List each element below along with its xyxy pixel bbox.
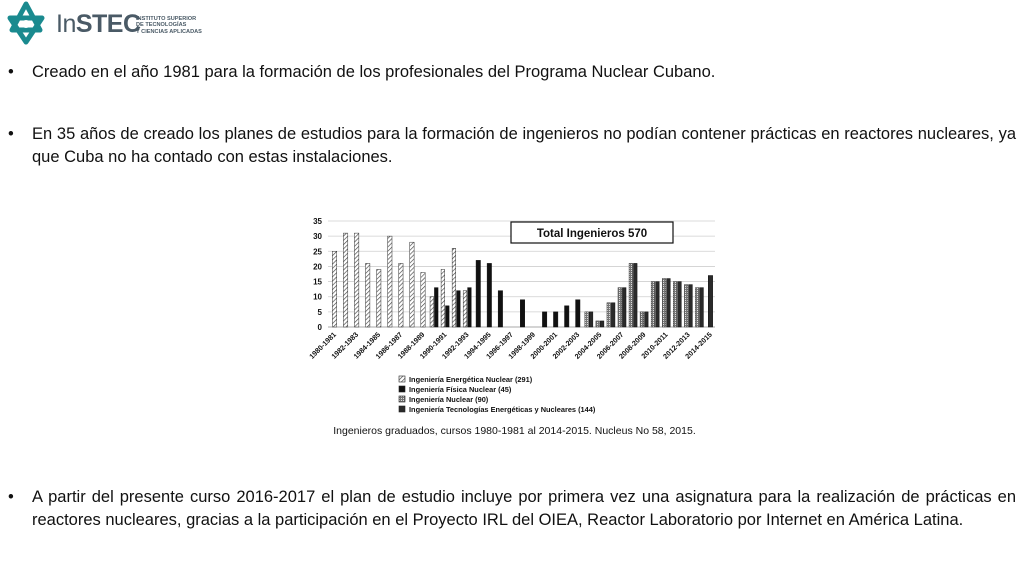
bar-2013-2014	[695, 288, 699, 327]
legend-swatch	[399, 386, 405, 392]
bar-2007-2008	[629, 263, 633, 327]
bar-1997-1998	[520, 300, 524, 327]
bar-2012-2013	[684, 285, 688, 327]
logo-subtitle: INSTITUTO SUPERIOR DE TECNOLOGÍAS Y CIENCIAS APLICADAS	[136, 16, 202, 35]
x-tick-label: 2008-2009	[616, 330, 648, 361]
bullet-symbol: •	[8, 488, 14, 506]
chart-title: Total Ingenieros 570	[536, 228, 648, 240]
x-tick-label: 2004-2005	[572, 330, 604, 361]
legend-label: Ingeniería Física Nuclear (45)	[409, 385, 512, 394]
x-tick-label: 1980-1981	[307, 330, 338, 361]
bar-2004-2005	[596, 321, 600, 327]
bar-1981-1982	[343, 233, 347, 327]
y-tick-label: 30	[313, 232, 322, 242]
bar-chart	[295, 212, 725, 426]
bar-2004-2005	[600, 321, 604, 327]
bar-2009-2010	[656, 282, 660, 327]
bar-1992-1993	[463, 291, 467, 327]
bar-2005-2006	[607, 303, 611, 327]
bar-1985-1986	[388, 236, 392, 327]
x-tick-label: 2012-2013	[661, 330, 692, 361]
y-tick-label: 35	[313, 217, 322, 226]
bar-2008-2009	[645, 312, 649, 327]
y-tick-label: 15	[313, 277, 322, 287]
bullet-text: En 35 años de creado los planes de estudios para la formación de ingenieros no podían contener prácticas en reactores nucleares, ya que Cuba no ha contado con estas instalaciones.	[32, 125, 1016, 166]
bar-2011-2012	[673, 282, 677, 327]
bar-1988-1989	[421, 272, 425, 327]
bar-2009-2010	[651, 282, 655, 327]
bar-1993-1994	[476, 260, 480, 327]
bar-1989-1990	[434, 288, 438, 327]
instec-atom-icon	[2, 0, 50, 46]
bar-1991-1992	[452, 248, 456, 327]
instec-logo	[0, 0, 210, 48]
x-tick-label: 1996-1997	[484, 330, 515, 361]
legend-swatch	[399, 406, 405, 412]
bar-2008-2009	[640, 312, 644, 327]
logo-wordmark: InSTEC	[56, 10, 141, 38]
y-tick-label: 5	[317, 307, 322, 317]
bar-2001-2002	[565, 306, 569, 327]
bar-2012-2013	[689, 285, 693, 327]
legend-label: Ingeniería Energética Nuclear (291)	[409, 375, 533, 384]
legend-label: Ingeniería Tecnologías Energéticas y Nucleares (144)	[409, 405, 596, 414]
bar-2014-2015	[708, 276, 712, 327]
bar-1987-1988	[410, 242, 414, 327]
bar-2003-2004	[585, 312, 589, 327]
bar-2013-2014	[700, 288, 704, 327]
bullet-symbol: •	[8, 63, 14, 81]
bar-2005-2006	[611, 303, 615, 327]
x-tick-label: 1982-1983	[329, 330, 361, 361]
bar-2010-2011	[667, 279, 671, 327]
bullet-text: A partir del presente curso 2016-2017 el plan de estudio incluye por primera vez una asignatura para la realización de prácticas en reactores nucleares, gracias a la participación en el Proyecto IRL del OIEA, Reactor Laboratorio por Internet en América Latina.	[32, 488, 1016, 529]
x-tick-label: 2002-2003	[550, 330, 582, 361]
y-tick-label: 25	[313, 247, 322, 257]
bar-1992-1993	[468, 288, 472, 327]
bullet-text: Creado en el año 1981 para la formación de los profesionales del Programa Nuclear Cubano.	[32, 63, 716, 81]
graduates-chart	[295, 212, 725, 426]
bar-1980-1981	[332, 251, 336, 327]
x-tick-label: 2014-2015	[683, 330, 714, 361]
x-tick-label: 2006-2007	[594, 330, 626, 361]
bar-1990-1991	[441, 269, 445, 327]
x-tick-label: 2010-2011	[639, 330, 670, 361]
bar-1991-1992	[457, 291, 461, 327]
x-tick-label: 1992-1993	[439, 330, 471, 361]
bar-2006-2007	[618, 288, 622, 327]
y-tick-label: 20	[313, 262, 322, 272]
x-tick-label: 1994-1995	[462, 330, 493, 361]
bar-2010-2011	[662, 279, 666, 327]
bullet-symbol: •	[8, 125, 14, 143]
chart-caption: Ingenieros graduados, cursos 1980-1981 al 2014-2015. Nucleus No 58, 2015.	[333, 425, 696, 437]
bar-1995-1996	[498, 291, 502, 327]
bar-1999-2000	[542, 312, 546, 327]
bar-2006-2007	[622, 288, 626, 327]
bar-1990-1991	[446, 306, 450, 327]
x-tick-label: 1998-1999	[506, 330, 537, 361]
bar-1982-1983	[354, 233, 358, 327]
x-tick-label: 2000-2001	[528, 330, 560, 361]
x-tick-label: 1988-1989	[395, 330, 427, 361]
x-tick-label: 1984-1985	[351, 330, 383, 361]
bar-1983-1984	[366, 263, 370, 327]
bar-2003-2004	[589, 312, 593, 327]
x-tick-label: 1986-1987	[373, 330, 405, 361]
legend-label: Ingeniería Nuclear (90)	[409, 395, 489, 404]
y-tick-label: 0	[317, 323, 322, 332]
bar-1994-1995	[487, 263, 491, 327]
bar-1984-1985	[377, 269, 381, 327]
bar-2000-2001	[553, 312, 557, 327]
x-tick-label: 1990-1991	[417, 330, 449, 361]
bar-2002-2003	[576, 300, 580, 327]
y-tick-label: 10	[313, 292, 322, 302]
bar-1989-1990	[430, 297, 434, 327]
bar-2007-2008	[633, 263, 637, 327]
legend-swatch	[399, 376, 405, 382]
legend-swatch	[399, 396, 405, 402]
bar-1986-1987	[399, 263, 403, 327]
bar-2011-2012	[678, 282, 682, 327]
